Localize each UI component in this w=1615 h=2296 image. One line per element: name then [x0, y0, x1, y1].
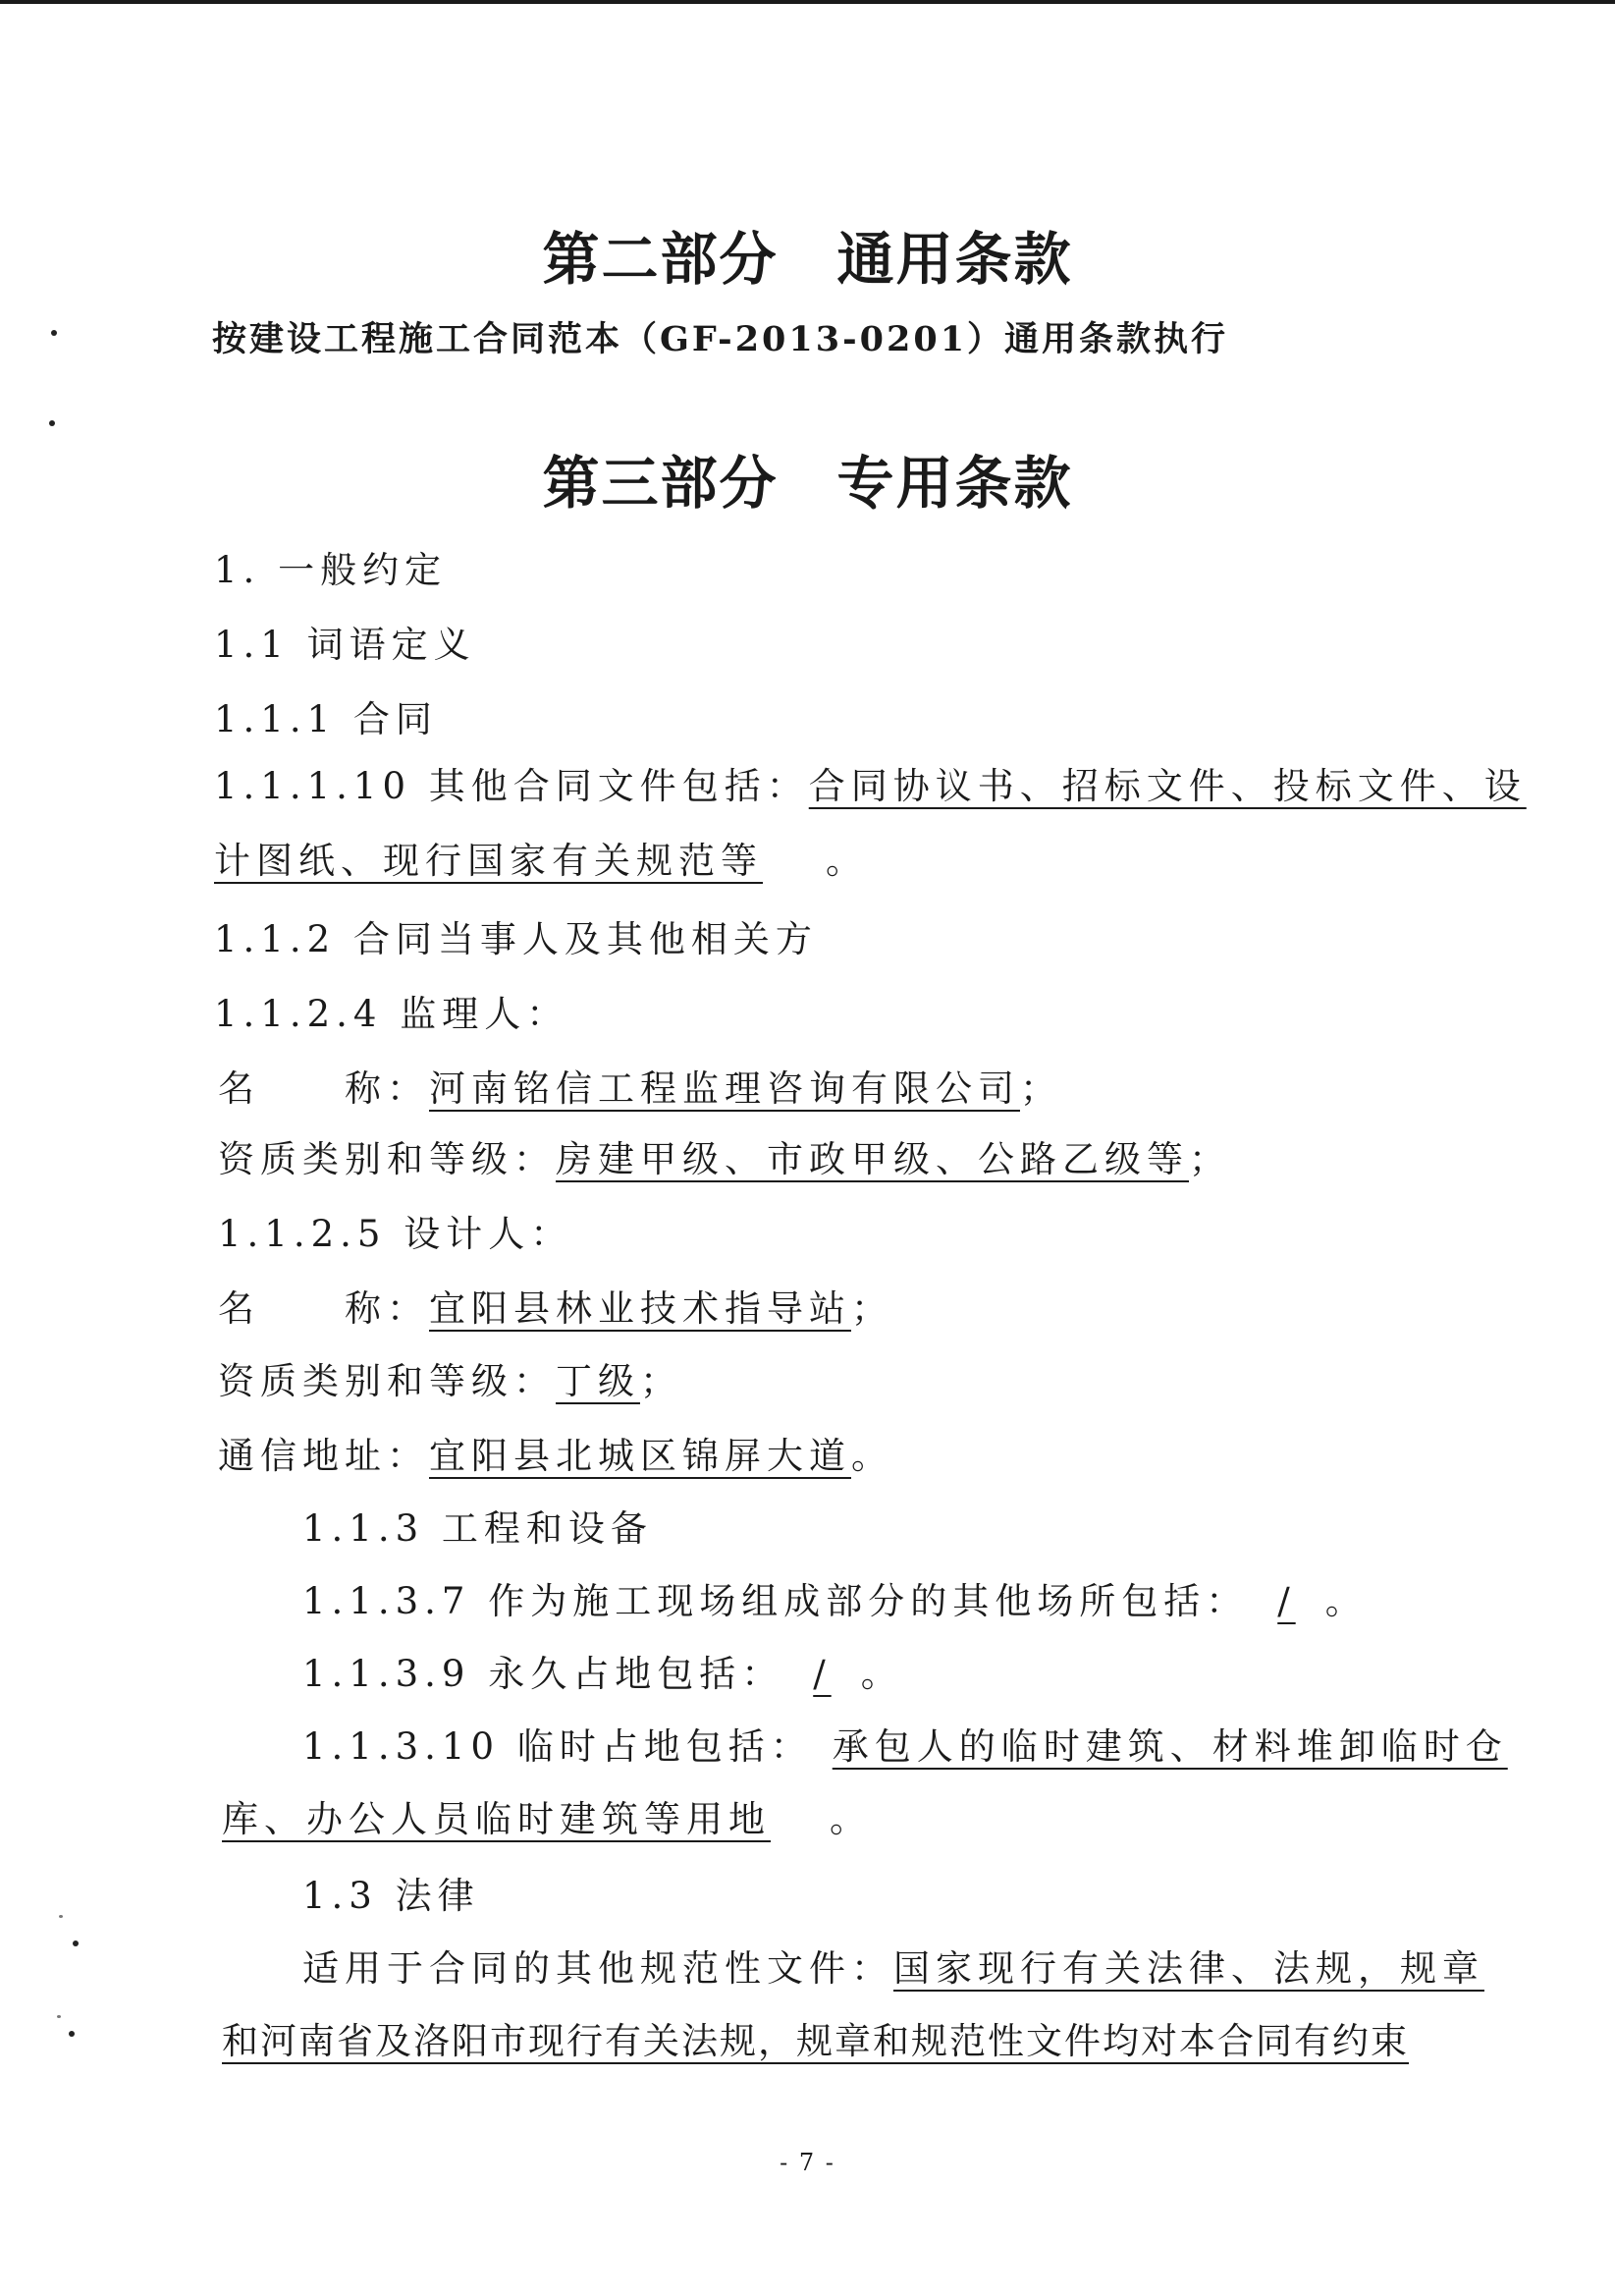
part2-heading — [0, 226, 1615, 293]
clause-1-1: 1.1 词语定义 — [214, 624, 476, 666]
clause-1-1-3-10-label: 1.1.3.10 临时占地包括： — [302, 1725, 813, 1768]
clause-1-1-3-9 — [302, 1653, 903, 1695]
clause-1-1-3-7-value: / — [1277, 1580, 1296, 1622]
part3-heading — [0, 450, 1615, 517]
clause-1-1-1-10-label: 1.1.1.10 其他合同文件包括： — [214, 765, 809, 807]
clause-1-1-2-5: 1.1.2.5 设计人： — [218, 1213, 573, 1255]
supervisor-qualification-row — [218, 1138, 1231, 1180]
supervisor-name-value: 河南铭信工程监理咨询有限公司 — [429, 1067, 1020, 1110]
row-end-mark: ； — [1020, 1067, 1062, 1110]
supervisor-qualification-value: 房建甲级、市政甲级、公路乙级等 — [556, 1138, 1189, 1180]
part2-heading-right: 通用条款 — [836, 226, 1073, 293]
clause-1-1-3-9-label: 1.1.3.9 永久占地包括： — [302, 1653, 784, 1695]
scan-speck — [59, 1915, 63, 1918]
clause-1-1-1-10-value-cont: 计图纸、现行国家有关规范等 — [214, 840, 763, 882]
clause-1-1-3-10 — [302, 1725, 1508, 1768]
row-end-mark: ； — [640, 1360, 682, 1402]
clause-1-1-3-10-cont — [222, 1798, 872, 1840]
clause-1-3-label: 适用于合同的其他规范性文件： — [302, 1947, 893, 1990]
page-number: - 7 - — [780, 2149, 835, 2176]
clause-1-3-body-cont — [222, 2020, 1409, 2062]
designer-address-label: 通信地址： — [218, 1435, 429, 1477]
clause-1-1-1-10-value: 合同协议书、招标文件、投标文件、设 — [808, 765, 1527, 807]
row-end-mark: 。 — [1324, 1580, 1368, 1622]
clause-1-1-3: 1.1.3 工程和设备 — [302, 1507, 653, 1550]
scan-speck — [73, 1941, 79, 1946]
part3-heading-right: 专用条款 — [836, 450, 1073, 517]
clause-1-1-3-7-label: 1.1.3.7 作为施工现场组成部分的其他场所包括： — [302, 1580, 1249, 1622]
designer-name-value: 宜阳县林业技术指导站 — [429, 1287, 851, 1330]
designer-qualification-label: 资质类别和等级： — [218, 1360, 556, 1402]
row-end-mark: 。 — [830, 1798, 872, 1840]
clause-1-1-1-10-cont — [214, 840, 868, 882]
clause-1-1-3-7 — [302, 1580, 1368, 1622]
clause-1-1-2: 1.1.2 合同当事人及其他相关方 — [214, 918, 818, 960]
clause-1-3-body — [302, 1947, 1484, 1990]
clause-1-3-value-cont: 和河南省及洛阳市现行有关法规，规章和规范性文件均对本合同有约束 — [222, 2020, 1409, 2062]
scan-speck — [57, 2015, 61, 2018]
scan-top-edge — [0, 0, 1615, 4]
supervisor-qualification-label: 资质类别和等级： — [218, 1138, 556, 1180]
clause-1-3: 1.3 法律 — [302, 1875, 480, 1917]
clause-1-1-2-4: 1.1.2.4 监理人： — [214, 993, 569, 1035]
row-end-mark: ； — [1189, 1138, 1231, 1180]
clause-1-1-3-10-value: 承包人的临时建筑、材料堆卸临时仓 — [832, 1725, 1508, 1768]
scan-speck — [51, 330, 57, 336]
supervisor-name-row — [218, 1067, 1062, 1110]
part3-heading-left: 第三部分 — [542, 450, 779, 517]
clause-1: 1. 一般约定 — [214, 549, 448, 591]
designer-address-row — [218, 1435, 893, 1477]
scan-speck — [49, 420, 55, 426]
designer-name-label: 名 称： — [218, 1287, 429, 1330]
row-end-mark: ； — [851, 1287, 893, 1330]
clause-1-1-1-10 — [214, 765, 1527, 807]
clause-1-1-1: 1.1.1 合同 — [214, 698, 438, 740]
clause-end-mark: 。 — [826, 840, 868, 882]
supervisor-name-label: 名 称： — [218, 1067, 429, 1110]
row-end-mark: 。 — [851, 1435, 893, 1477]
part2-heading-left: 第二部分 — [542, 226, 779, 293]
designer-name-row — [218, 1287, 893, 1330]
designer-address-value: 宜阳县北城区锦屏大道 — [429, 1435, 851, 1477]
clause-1-3-value: 国家现行有关法律、法规，规章 — [893, 1947, 1484, 1990]
clause-1-1-3-9-value: / — [813, 1653, 832, 1695]
scan-speck — [69, 2031, 75, 2037]
part2-note: 按建设工程施工合同范本（GF-2013-0201）通用条款执行 — [212, 319, 1229, 359]
row-end-mark: 。 — [860, 1653, 903, 1695]
designer-qualification-value: 丁级 — [556, 1360, 640, 1402]
designer-qualification-row — [218, 1360, 682, 1402]
clause-1-1-3-10-value-cont: 库、办公人员临时建筑等用地 — [222, 1798, 771, 1840]
